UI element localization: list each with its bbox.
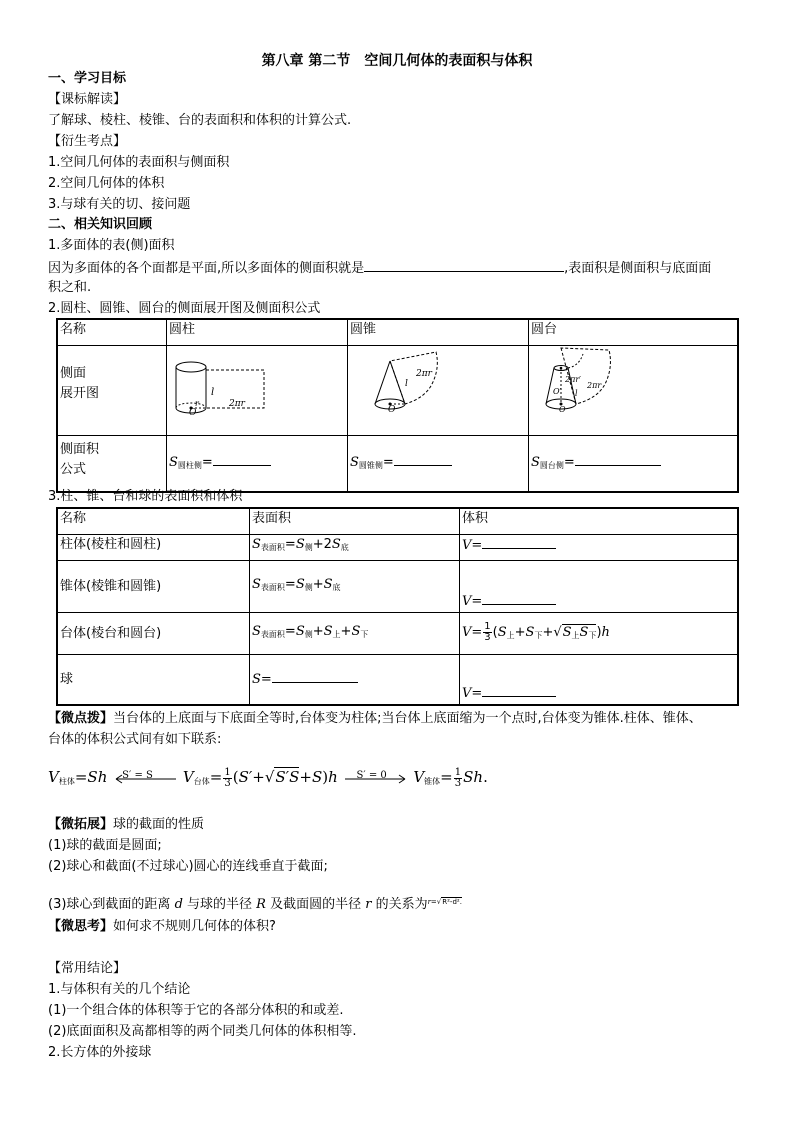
col-header: 表面积	[250, 509, 460, 535]
weidianbo-text-1: 【微点拨】当台体的上底面与下底面全等时,台体变为柱体;当台体上底面缩为一个点时,台体变为锥体.柱体、锥体、	[48, 711, 702, 726]
kaodian-item: 1.空间几何体的表面积与侧面积	[48, 155, 230, 170]
weituozhan-item: (1)球的截面是圆面;	[48, 838, 162, 853]
formula-cell: V= $\frac{1}{3}$ $(S_上+S_下+√S_上S_下)h$	[460, 613, 738, 655]
jielun-item: (2)底面面积及高都相等的两个同类几何体的体积相等.	[48, 1024, 357, 1039]
svg-text:O: O	[189, 408, 197, 418]
knowledge-1-heading: 1.多面体的表(侧)面积	[48, 238, 175, 253]
knowledge-1-text-cont: 积之和.	[48, 280, 92, 295]
col-header: 名称	[58, 320, 167, 346]
row-label: 锥体(棱锥和圆锥)	[58, 561, 250, 613]
formula-cell: $S_{表面积}=S_侧+S_上+S_下$	[250, 613, 460, 655]
row-label: 侧面 展开图	[58, 346, 167, 436]
cylinder-unfold-figure	[169, 346, 345, 428]
jielun-2-heading: 2.长方体的外接球	[48, 1045, 152, 1060]
kaodian-item: 2.空间几何体的体积	[48, 176, 165, 191]
jielun-1-heading: 1.与体积有关的几个结论	[48, 982, 191, 997]
svg-text:l: l	[211, 387, 215, 398]
weisikao-text: 【微思考】如何求不规则几何体的体积?	[48, 919, 276, 934]
svg-text:O′: O′	[553, 387, 562, 396]
formula-cell: $S_{圆锥侧}=$	[348, 436, 529, 492]
arrow-right: S′ = 0	[343, 771, 409, 785]
unfold-table	[57, 319, 738, 492]
col-header: 圆锥	[348, 320, 529, 346]
col-header: 圆柱	[167, 320, 348, 346]
knowledge-1-text: 因为多面体的各个面都是平面,所以多面体的侧面积就是 ,表面积是侧面积与底面面	[48, 258, 711, 278]
page-title: 第八章 第二节 空间几何体的表面积与体积	[261, 53, 533, 69]
cylinder-figure-cell	[167, 346, 348, 436]
row-label: 台体(棱台和圆台)	[58, 613, 250, 655]
col-header: 体积	[460, 509, 738, 535]
weituozhan-heading: 【微拓展】球的截面的性质	[48, 817, 205, 832]
knowledge-3-heading: 3.柱、锥、台和球的表面积和体积	[48, 489, 243, 504]
svg-text:2πr: 2πr	[229, 399, 245, 409]
weituozhan-item-3: (3)球心到截面的距离 d 与球的半径 R 及截面圆的半径 r 的关系为$^{r=√R^2-d^2.}$	[48, 897, 462, 912]
svg-text:r: r	[195, 399, 199, 408]
jielun-heading: 【常用结论】	[48, 961, 127, 976]
weidianbo-text-2: 台体的体积公式间有如下联系:	[48, 732, 222, 747]
svg-text:l: l	[405, 379, 408, 389]
kaodian-item: 3.与球有关的切、接问题	[48, 197, 191, 212]
answer-blank[interactable]	[272, 669, 358, 683]
formula-cell: V=	[460, 655, 738, 705]
svg-text:2πr: 2πr	[587, 381, 602, 390]
answer-blank[interactable]	[213, 452, 271, 466]
answer-blank[interactable]	[575, 452, 661, 466]
answer-blank[interactable]	[482, 591, 556, 605]
col-header: 名称	[58, 509, 250, 535]
section-2-heading: 二、相关知识回顾	[48, 217, 153, 232]
svg-text:O: O	[559, 405, 566, 414]
row-label: 柱体(棱柱和圆柱)	[58, 535, 250, 561]
col-header: 圆台	[529, 320, 738, 346]
formula-cell: $S_{表面积}=S_侧+2S_底$	[250, 535, 460, 561]
svg-text:2πr: 2πr	[416, 369, 432, 379]
answer-blank[interactable]	[482, 535, 556, 549]
weituozhan-item: (2)球心和截面(不过球心)圆心的连线垂直于截面;	[48, 859, 328, 874]
yansheng-heading: 【衍生考点】	[48, 134, 127, 149]
section-1-heading: 一、学习目标	[48, 71, 127, 86]
knowledge-2-heading: 2.圆柱、圆锥、圆台的侧面展开图及侧面积公式	[48, 301, 321, 316]
row-label: 球	[58, 655, 250, 705]
svg-text:2πr′: 2πr′	[565, 375, 581, 384]
formula-cell: V=	[460, 561, 738, 613]
answer-blank[interactable]	[482, 683, 556, 697]
kebiao-text: 了解球、棱柱、棱锥、台的表面积和体积的计算公式.	[48, 113, 352, 128]
svg-text:l: l	[575, 389, 578, 398]
row-label: 侧面积 公式	[58, 436, 167, 492]
frustum-unfold-figure	[531, 346, 707, 428]
frustum-figure-cell	[529, 346, 738, 436]
formula-cell: $S_{圆柱侧}=$	[167, 436, 348, 492]
arrow-left: S′ = S	[112, 771, 178, 785]
formula-cell: $S_{圆台侧}=$	[529, 436, 738, 492]
cone-unfold-figure	[350, 346, 526, 428]
answer-blank[interactable]	[394, 452, 452, 466]
volume-chain-formula: $V_{柱体}=Sh$ S′ = S $V_{台体}=$ $\frac{1}{3}$ (S′+√S′S+S)h S′ = 0 $V_{锥体}=$ $\frac{1}{3}$ Sh.	[48, 766, 488, 789]
formula-cell: S=	[250, 655, 460, 705]
svg-text:O: O	[388, 405, 396, 415]
formula-cell: V=	[460, 535, 738, 561]
kebiao-heading: 【课标解读】	[48, 92, 127, 107]
volume-table	[57, 508, 738, 705]
cone-figure-cell	[348, 346, 529, 436]
jielun-item: (1)一个组合体的体积等于它的各部分体积的和或差.	[48, 1003, 344, 1018]
answer-blank[interactable]	[364, 258, 564, 272]
formula-cell: $S_{表面积}=S_侧+S_底$	[250, 561, 460, 613]
